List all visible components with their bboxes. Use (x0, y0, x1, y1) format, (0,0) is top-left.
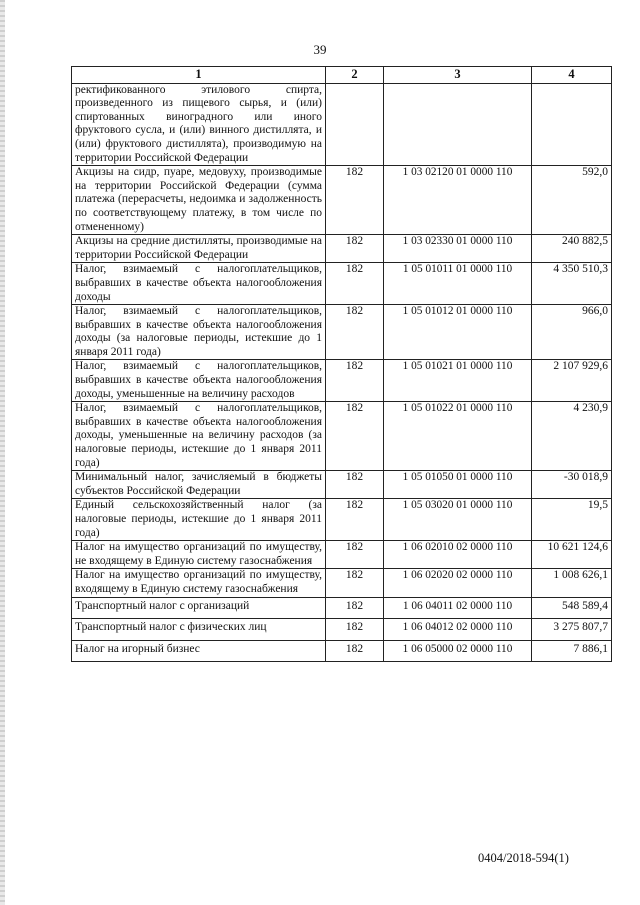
row-description: Минимальный налог, зачисляемый в бюджеты субъектов Российской Федерации (72, 471, 326, 499)
row-amount: 4 230,9 (532, 402, 612, 471)
row-admin-code: 182 (326, 541, 384, 569)
row-description: ректификованного этилового спирта, произведенного из пищевого сырья, и (или) спиртованных виноградного или иного фруктового сусла, и (или) винного дистиллята, и (или) фруктового дистиллята), производимую на территории Российской Федерации (72, 83, 326, 166)
row-amount: 10 621 124,6 (532, 541, 612, 569)
row-amount: 240 882,5 (532, 235, 612, 263)
row-description: Налог на имущество организаций по имуществу, не входящему в Единую систему газоснабжения (72, 541, 326, 569)
row-admin-code: 182 (326, 471, 384, 499)
row-admin-code: 182 (326, 402, 384, 471)
row-description: Акцизы на средние дистилляты, производимые на территории Российской Федерации (72, 235, 326, 263)
row-budget-code: 1 05 01022 01 0000 110 (384, 402, 532, 471)
row-admin-code: 182 (326, 499, 384, 541)
row-amount: 4 350 510,3 (532, 263, 612, 305)
table-row (72, 235, 612, 263)
table-row (72, 619, 612, 641)
row-admin-code: 182 (326, 166, 384, 235)
row-amount: 19,5 (532, 499, 612, 541)
row-description: Налог на имущество организаций по имуществу, входящему в Единую систему газоснабжения (72, 569, 326, 597)
row-description: Акцизы на сидр, пуаре, медовуху, производимые на территории Российской Федерации (сумма платежа (перерасчеты, недоимка и задолженность по соответствующему платежу, в том числе по отмененному) (72, 166, 326, 235)
row-admin-code: 182 (326, 619, 384, 641)
table-row (72, 597, 612, 619)
table-row (72, 402, 612, 471)
row-budget-code: 1 03 02120 01 0000 110 (384, 166, 532, 235)
row-budget-code: 1 05 01021 01 0000 110 (384, 360, 532, 402)
row-admin-code: 182 (326, 235, 384, 263)
row-description: Налог, взимаемый с налогоплательщиков, выбравших в качестве объекта налогообложения доходы, уменьшенные на величину расходов (72, 360, 326, 402)
row-amount: 1 008 626,1 (532, 569, 612, 597)
row-admin-code: 182 (326, 569, 384, 597)
table-body (72, 83, 612, 662)
table-row (72, 166, 612, 235)
scan-edge (0, 0, 5, 905)
row-amount: -30 018,9 (532, 471, 612, 499)
table-row (72, 541, 612, 569)
row-description: Налог, взимаемый с налогоплательщиков, выбравших в качестве объекта налогообложения доходы (72, 263, 326, 305)
row-admin-code (326, 83, 384, 166)
row-amount: 7 886,1 (532, 640, 612, 662)
row-admin-code: 182 (326, 640, 384, 662)
column-header-2: 2 (326, 67, 384, 84)
row-budget-code: 1 06 04012 02 0000 110 (384, 619, 532, 641)
row-amount (532, 83, 612, 166)
document-id: 0404/2018-594(1) (478, 851, 569, 865)
row-amount: 3 275 807,7 (532, 619, 612, 641)
row-description: Налог, взимаемый с налогоплательщиков, выбравших в качестве объекта налогообложения доходы, уменьшенные на величину расходов (за налоговые периоды, истекшие до 1 января 2011 года) (72, 402, 326, 471)
row-description: Налог на игорный бизнес (72, 640, 326, 662)
row-description: Транспортный налог с физических лиц (72, 619, 326, 641)
row-budget-code (384, 83, 532, 166)
row-amount: 592,0 (532, 166, 612, 235)
row-description: Транспортный налог с организаций (72, 597, 326, 619)
row-budget-code: 1 05 01011 01 0000 110 (384, 263, 532, 305)
row-admin-code: 182 (326, 263, 384, 305)
revenue-table (71, 66, 612, 662)
table-row (72, 360, 612, 402)
row-admin-code: 182 (326, 597, 384, 619)
row-amount: 548 589,4 (532, 597, 612, 619)
table-row (72, 499, 612, 541)
table-row (72, 263, 612, 305)
row-admin-code: 182 (326, 360, 384, 402)
column-header-3: 3 (384, 67, 532, 84)
column-header-1: 1 (72, 67, 326, 84)
row-budget-code: 1 06 02020 02 0000 110 (384, 569, 532, 597)
table-row (72, 305, 612, 360)
table-row (72, 569, 612, 597)
page-number: 39 (313, 42, 327, 57)
row-budget-code: 1 03 02330 01 0000 110 (384, 235, 532, 263)
row-budget-code: 1 06 02010 02 0000 110 (384, 541, 532, 569)
row-description: Налог, взимаемый с налогоплательщиков, выбравших в качестве объекта налогообложения доходы (за налоговые периоды, истекшие до 1 января 2011 года) (72, 305, 326, 360)
row-budget-code: 1 05 01012 01 0000 110 (384, 305, 532, 360)
row-budget-code: 1 05 01050 01 0000 110 (384, 471, 532, 499)
column-header-4: 4 (532, 67, 612, 84)
row-budget-code: 1 05 03020 01 0000 110 (384, 499, 532, 541)
row-description: Единый сельскохозяйственный налог (за налоговые периоды, истекшие до 1 января 2011 года) (72, 499, 326, 541)
row-amount: 966,0 (532, 305, 612, 360)
table-row (72, 640, 612, 662)
row-budget-code: 1 06 04011 02 0000 110 (384, 597, 532, 619)
header-row (72, 67, 612, 84)
table-row (72, 83, 612, 166)
row-admin-code: 182 (326, 305, 384, 360)
row-amount: 2 107 929,6 (532, 360, 612, 402)
table-row (72, 471, 612, 499)
row-budget-code: 1 06 05000 02 0000 110 (384, 640, 532, 662)
